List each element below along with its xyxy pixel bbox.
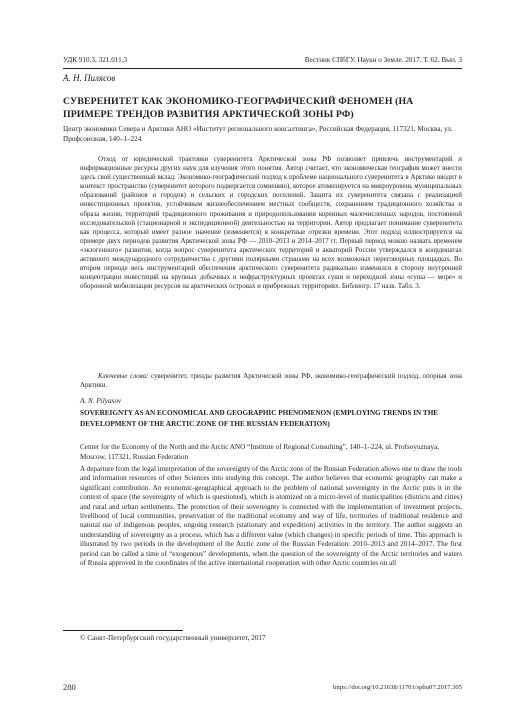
author-en: A. N. Pilyasov bbox=[80, 397, 122, 405]
affiliation-en: Center for the Economy of the North and the Arctic ANO “Institute of Regional Consulting”, 140–1–224, ul. Profsoyuznaya, Moscow, 117321, Russian Federation bbox=[80, 443, 440, 461]
abstract-en-text: A departure from the legal interpretation of the sovereignty of the Arctic zone of the Russian Federation allows one to draw the tools and information resources of other Sciences into studying this concept. The author believes that economic geography can make a significant contribution. An economic-geographical approach to the problem of national sovereignty in the Arctic puts it in the context of space (the sovereignty of which is questioned), which is atomized on a micro-level of municipalities (districts and cities) and rural and urban settlements. The protection of their sovereignty is connected with the implementation of investment projects, livelihood of local communities, preservation of the traditional economy and way of life, territories of traditional residence and natural use of indigenous peoples, ongoing research (stationary and expedition) activities in the territory. The author suggests an understanding of sovereignty as a process, which has a different value (which changes) in specific periods of time. This approach is illustrated by two periods in the development of the Arctic zone of the Russian Federation: 2010–2013 and 2014–2017. The first period can be called a time of “exogenous” developments, when the question of the sovereignty of the Arctic territories and waters of Russia approved in the coordinates of the active international cooperation with other Arctic countries on all bbox=[80, 465, 462, 568]
doi-link[interactable]: https://doi.org/10.21638/11701/spbu07.2017.305 bbox=[333, 684, 462, 691]
abstract-en bbox=[80, 465, 462, 568]
author-ru: А. Н. Пилясов bbox=[63, 73, 116, 83]
udk-code: УДК 910.3, 321.011.3 bbox=[63, 56, 128, 64]
keywords-ru-text: суверенитет, тренды развития Арктической зоны РФ, экономико-географический подход, опорная зона Арктики. bbox=[80, 373, 462, 390]
footnote-rule bbox=[63, 630, 183, 631]
copyright-note: © Санкт-Петербургский государственный университет, 2017 bbox=[80, 634, 266, 642]
page-number: 280 bbox=[63, 682, 76, 692]
affiliation-ru: Центр экономики Севера и Арктики АНО «Институт регионального консалтинга», Российская Федерация, 117321, Москва, ул. Профсоюзная, 140–1–224 bbox=[63, 125, 453, 143]
abstract-ru bbox=[80, 155, 462, 291]
keywords-ru bbox=[80, 372, 462, 390]
keywords-ru-label: Ключевые слова: bbox=[98, 373, 149, 380]
title-en: SOVEREIGNTY AS AN ECONOMICAL AND GEOGRAPHIC PHENOMENON (EMPLOYING TRENDS IN THE DEVELOPMENT OF THE ARCTIC ZONE OF THE RUSSIAN FEDERATION) bbox=[80, 409, 439, 428]
header-rule bbox=[63, 68, 462, 69]
title-ru: СУВЕРЕНИТЕТ КАК ЭКОНОМИКО-ГЕОГРАФИЧЕСКИЙ ФЕНОМЕН (НА ПРИМЕРЕ ТРЕНДОВ РАЗВИТИЯ АРКТИЧЕСКОЙ ЗОНЫ РФ) bbox=[63, 96, 414, 120]
abstract-ru-text: Отход от юридической трактовки суверенитета Арктической зоны РФ позволяет привлечь инструментарий и информационные ресурсы других наук для изучения этого понятия. Автор считает, что экономическая география может внести здесь свой существенный вклад. Экономико-географический подход к проблеме национального суверенитета в Арктике вводит в контекст пространство (суверенитет которого подвергается сомнению), которое атомизируется на микроуровень муниципальных образований (районов и городов) и сельских и городских поселений. Защита их суверенитета связана с реализацией инвестиционных проектов, устойчивым жизнеобеспечением местных сообществ, сохранением традиционного хозяйства и образа жизни, территорий традиционного проживания и природопользования коренных малочисленных народов, постоянной исследовательской (стационарной и экспедиционной) деятельностью на территории. Автор предлагает понимание суверенитета как процесса, который имеет разное значение (изменяется) в конкретные отрезки времени. Этот подход иллюстрируется на примере двух периодов развития Арктической зоны РФ — 2010–2013 и 2014–2017 гг. Первый период можно назвать временем «экзогенного» развития, когда вопрос суверенитета арктических территорий и акваторий России утверждался в координатах активного международного сотрудничества с другими полярными странами на всех возможных переговорных площадках. Во втором периоде весь инструментарий обеспечения арктического суверенитета радикально изменился в сторону внутренней концентрации инвестиций на крупных добычных и инфраструктурных проектах суши и переходной зоны «суша — море» и оборонной мобилизации ресурсов на арктических островах и прибрежных территориях. Библиогр. 17 назв. Табл. 3. bbox=[80, 156, 462, 291]
journal-citation: Вестник СПбГУ. Науки о Земле. 2017. Т. 62. Вып. 3 bbox=[304, 56, 462, 64]
running-header bbox=[63, 56, 462, 68]
